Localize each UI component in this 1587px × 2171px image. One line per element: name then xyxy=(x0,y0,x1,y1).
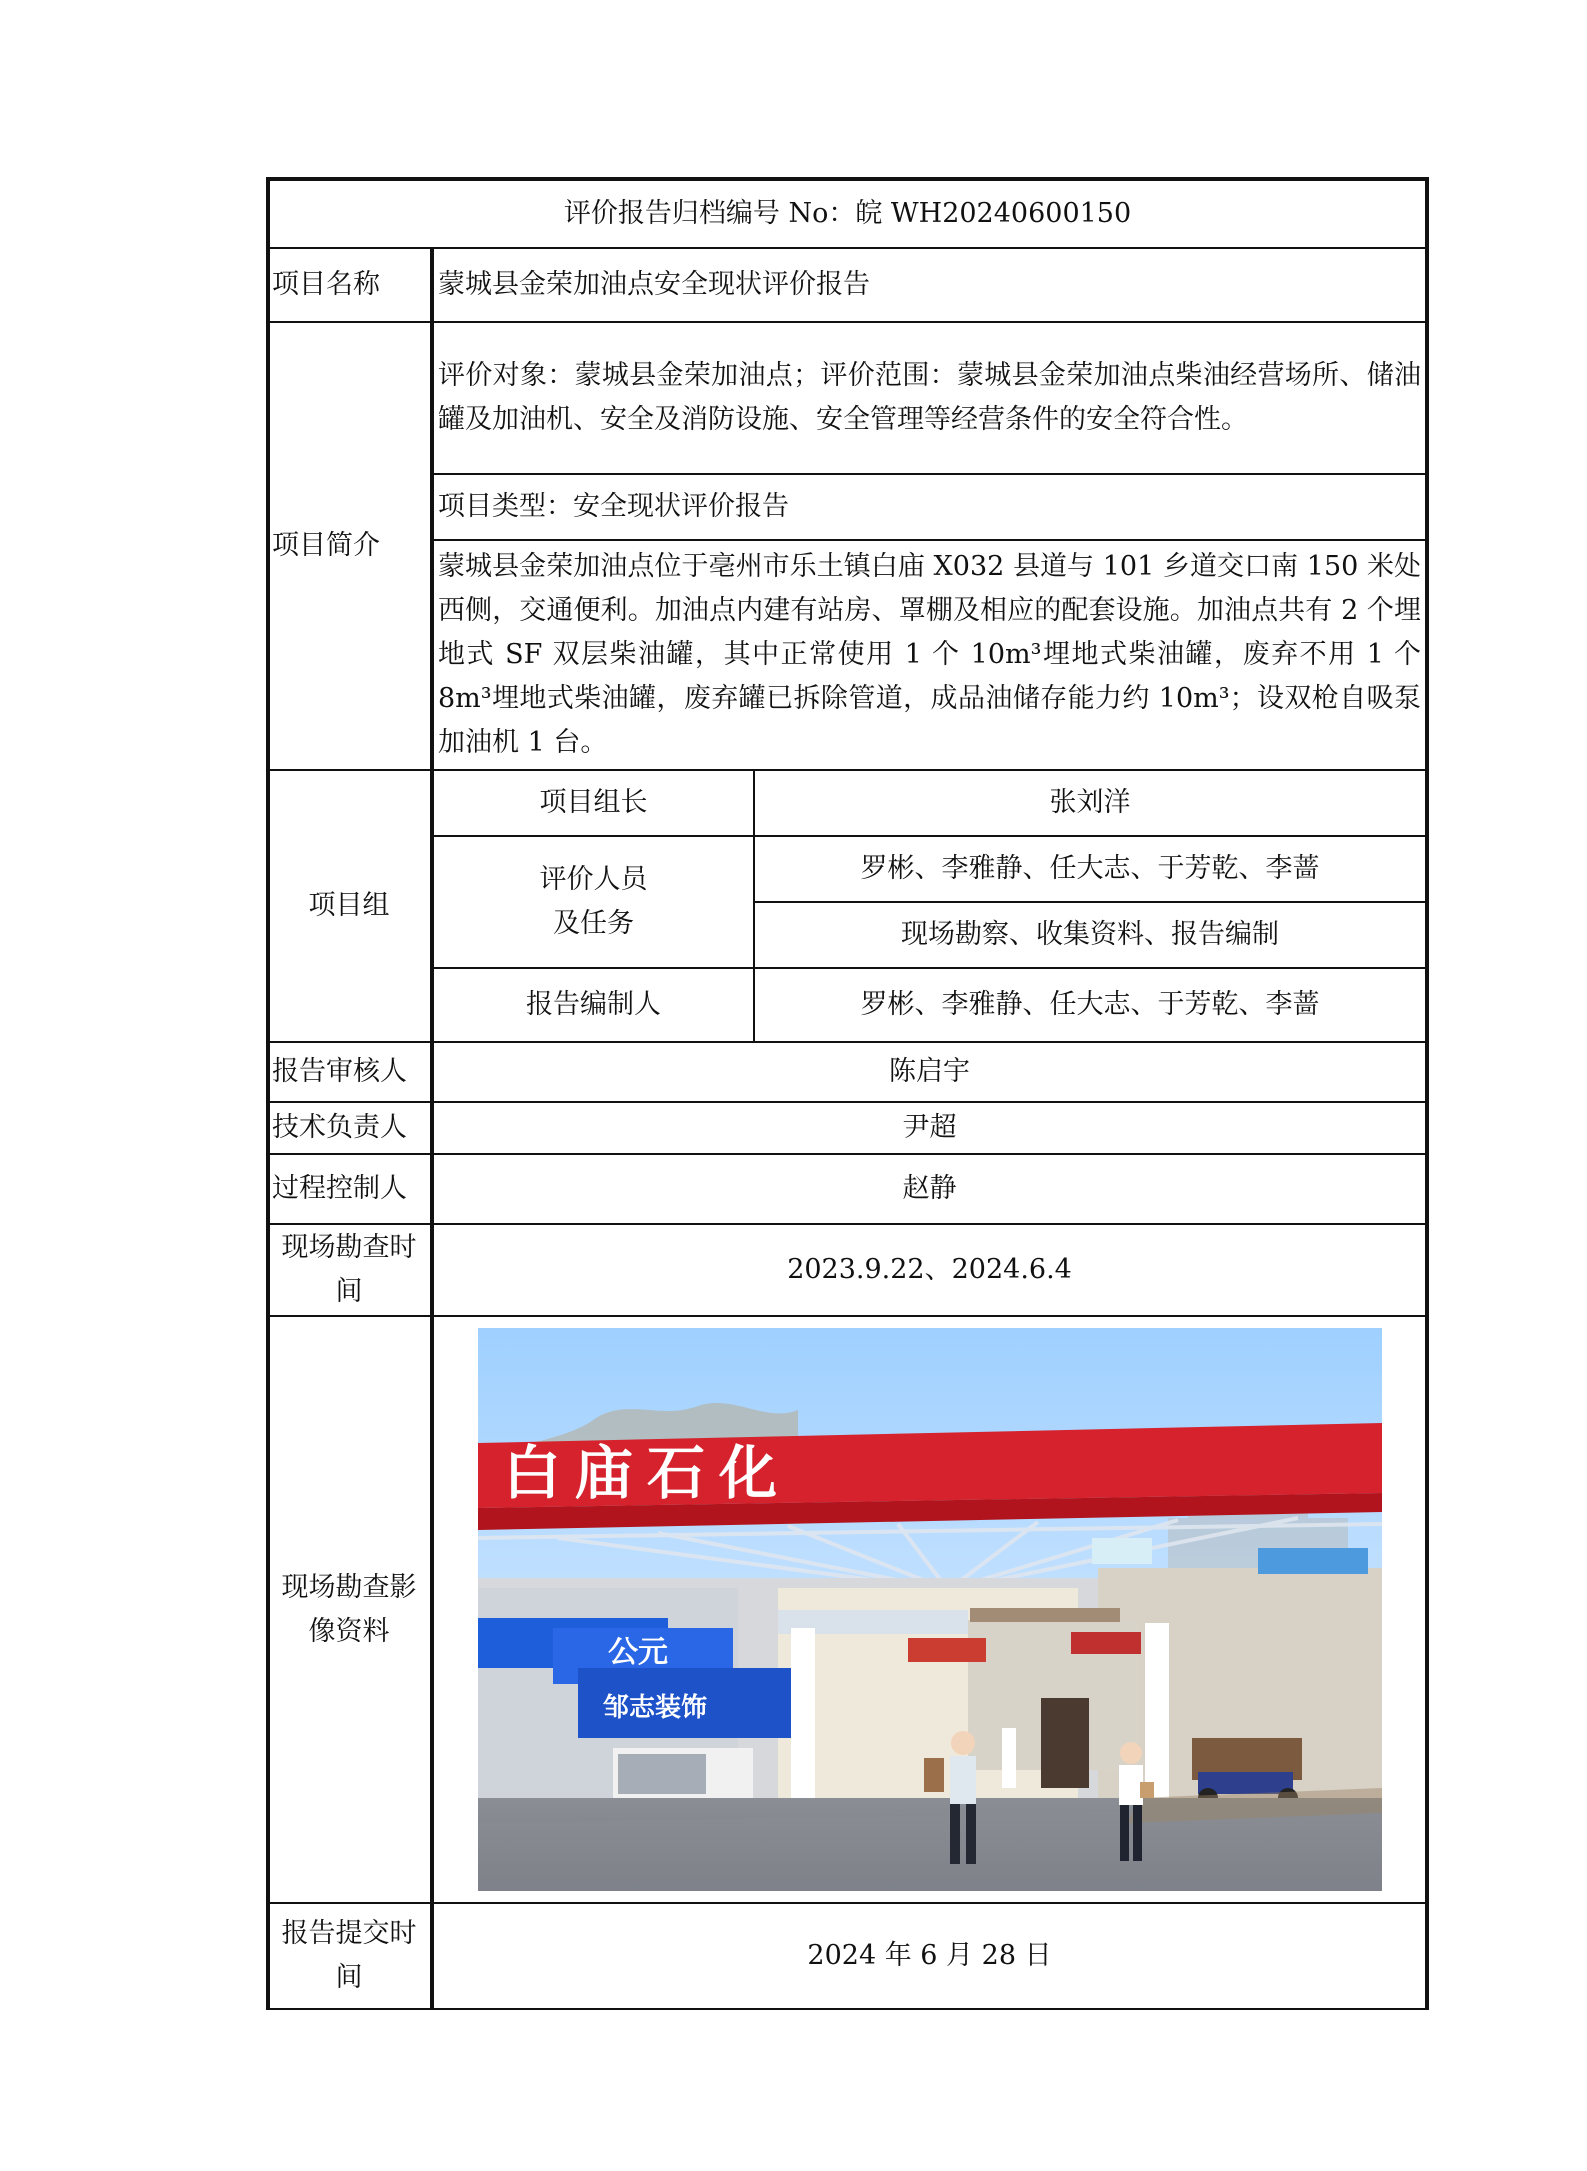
photo-cell xyxy=(432,1316,1427,1903)
team-leader-row xyxy=(268,770,1427,836)
gas-station-photo-illustration xyxy=(478,1328,1382,1891)
svg-text:邹志装饰: 邹志装饰 xyxy=(602,1693,707,1723)
title-row xyxy=(268,179,1427,248)
project-name-row xyxy=(268,248,1427,322)
tech-value: 尹超 xyxy=(432,1102,1427,1154)
submit-time-row xyxy=(268,1903,1427,2009)
summary-description-row xyxy=(268,540,1427,770)
survey-time-label xyxy=(268,1224,432,1316)
report-table xyxy=(266,177,1429,2010)
archive-number-title: 评价报告归档编号 No：皖 WH20240600150 xyxy=(268,179,1427,248)
submit-time-label xyxy=(268,1903,432,2009)
photo-row xyxy=(268,1316,1427,1903)
summary-type-row xyxy=(268,474,1427,540)
summary-description: 蒙城县金荣加油点位于亳州市乐土镇白庙 X032 县道与 101 乡道交口南 150 米处西侧，交通便利。加油点内建有站房、罩棚及相应的配套设施。加油点共有 2 个埋地式 SF 双层柴油罐，其中正常使用 1 个 10m³埋地式柴油罐，废弃不用 1 个 8m³埋地式柴油罐，废弃罐已拆除管道，成品油储存能力约 10m³；设双枪自吸泵加油机 1 台。 xyxy=(432,540,1427,770)
compiler-label: 报告编制人 xyxy=(432,968,754,1042)
staff-members-row xyxy=(268,836,1427,902)
project-name-value: 蒙城县金荣加油点安全现状评价报告 xyxy=(432,248,1427,322)
photo-label-line2: 像资料 xyxy=(308,1615,390,1647)
process-value: 赵静 xyxy=(432,1154,1427,1224)
summary-scope: 评价对象：蒙城县金荣加油点；评价范围：蒙城县金荣加油点柴油经营场所、储油罐及加油机、安全及消防设施、安全管理等经营条件的安全符合性。 xyxy=(432,322,1427,474)
staff-members: 罗彬、李雅静、任大志、于芳乾、李蔷 xyxy=(754,836,1427,902)
survey-time-row xyxy=(268,1224,1427,1316)
site-survey-photo xyxy=(478,1328,1382,1891)
staff-label-line2: 及任务 xyxy=(553,908,634,939)
summary-label: 项目简介 xyxy=(268,322,432,770)
survey-time-label-line2: 间 xyxy=(335,1276,363,1307)
photo-label-line1: 现场勘查影 xyxy=(281,1571,417,1603)
leader-label: 项目组长 xyxy=(432,770,754,836)
svg-text:公元: 公元 xyxy=(607,1635,668,1670)
summary-scope-row xyxy=(268,322,1427,474)
leader-value: 张刘洋 xyxy=(754,770,1427,836)
team-label: 项目组 xyxy=(268,770,432,1042)
process-label: 过程控制人 xyxy=(268,1154,432,1224)
staff-tasks: 现场勘察、收集资料、报告编制 xyxy=(754,902,1427,968)
submit-time-label-line1: 报告提交时 xyxy=(281,1918,417,1949)
reviewer-label: 报告审核人 xyxy=(268,1042,432,1102)
photo-label xyxy=(268,1316,432,1903)
reviewer-value: 陈启宇 xyxy=(432,1042,1427,1102)
staff-label xyxy=(432,836,754,968)
tech-label: 技术负责人 xyxy=(268,1102,432,1154)
submit-time-label-line2: 间 xyxy=(335,1962,363,1993)
reviewer-row xyxy=(268,1042,1427,1102)
submit-time-value: 2024 年 6 月 28 日 xyxy=(432,1903,1427,2009)
compiler-value: 罗彬、李雅静、任大志、于芳乾、李蔷 xyxy=(754,968,1427,1042)
project-name-label: 项目名称 xyxy=(268,248,432,322)
canopy-sign-text: 白庙石化 xyxy=(502,1439,791,1507)
summary-type: 项目类型：安全现状评价报告 xyxy=(432,474,1427,540)
compiler-row xyxy=(268,968,1427,1042)
staff-label-line1: 评价人员 xyxy=(539,864,648,895)
survey-time-label-line1: 现场勘查时 xyxy=(281,1232,417,1263)
tech-row xyxy=(268,1102,1427,1154)
process-row xyxy=(268,1154,1427,1224)
survey-time-value: 2023.9.22、2024.6.4 xyxy=(432,1224,1427,1316)
